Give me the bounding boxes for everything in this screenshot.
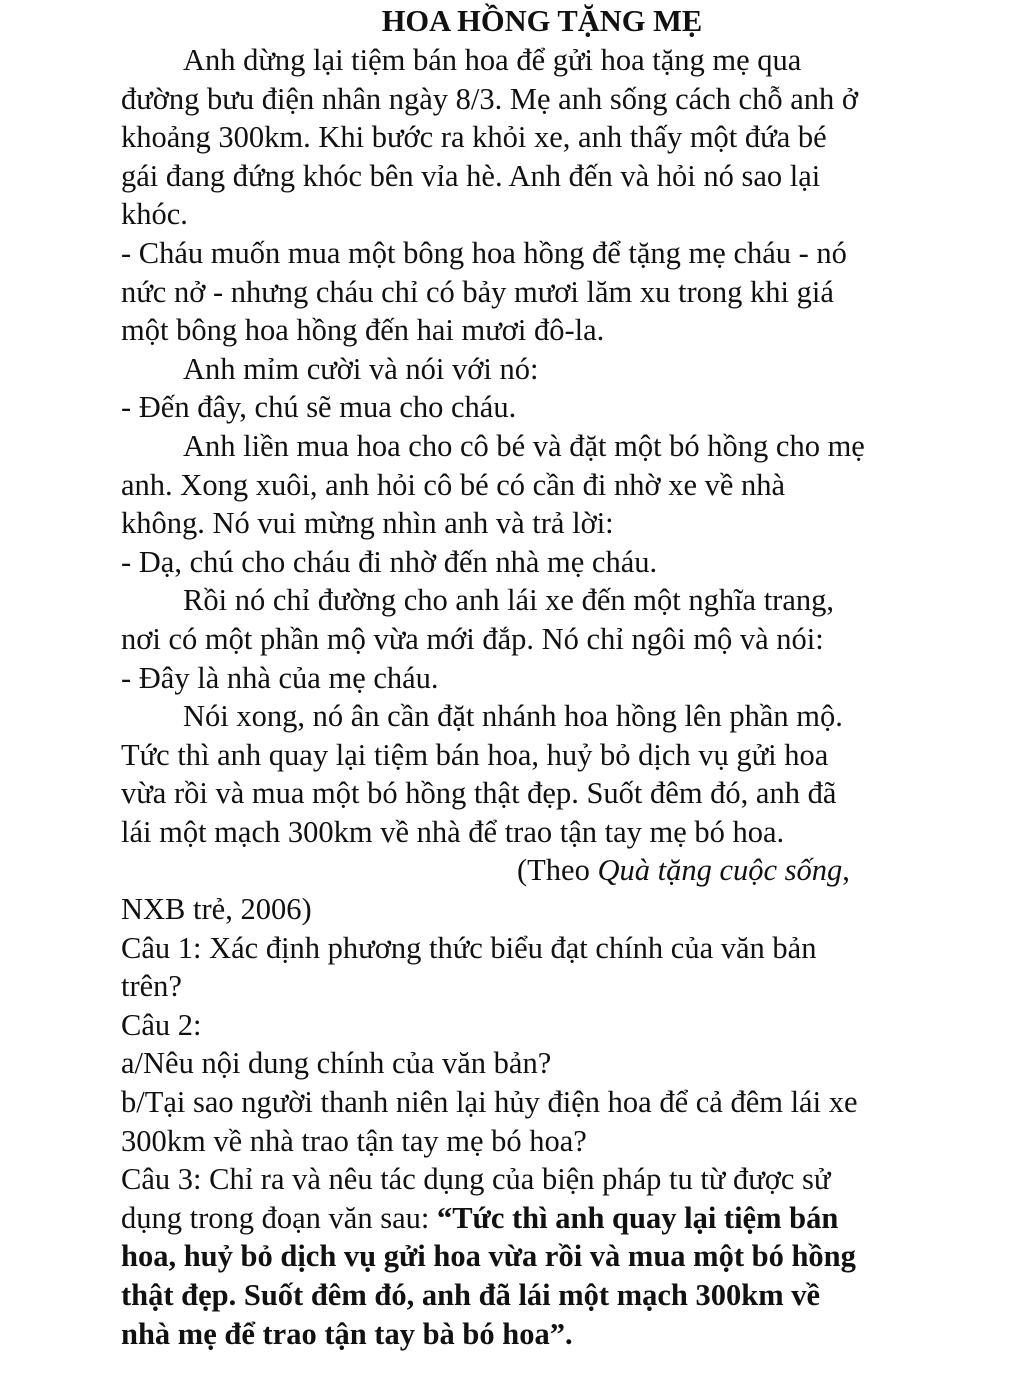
question-3-quote-line-3: thật đẹp. Suốt đêm đó, anh đã lái một mạch 300km về: [121, 1278, 821, 1312]
story-line: - Đến đây, chú sẽ mua cho cháu.: [121, 390, 517, 425]
story-line: Anh liền mua hoa cho cô bé và đặt một bó hồng cho mẹ: [183, 428, 865, 463]
story-line: lái một mạch 300km về nhà để trao tận tay mẹ bó hoa.: [121, 814, 785, 849]
question-3-line-1: Câu 3: Chỉ ra và nêu tác dụng của biện pháp tu từ được sử: [121, 1162, 831, 1197]
story-line: Nói xong, nó ân cần đặt nhánh hoa hồng lên phần mộ.: [183, 699, 843, 734]
story-line: Anh dừng lại tiệm bán hoa để gửi hoa tặng mẹ qua: [183, 43, 802, 77]
story-line: Rồi nó chỉ đường cho anh lái xe đến một nghĩa trang,: [183, 583, 834, 618]
question-3-quote-line-4: nhà mẹ để trao tận tay bà bó hoa”.: [121, 1316, 573, 1351]
question-2-label: Câu 2:: [121, 1007, 202, 1042]
question-3-prompt: dụng trong đoạn văn sau:: [121, 1200, 437, 1235]
question-3-quote-start: “Tức thì anh quay lại tiệm bán: [436, 1200, 839, 1235]
story-line: vừa rồi và mua một bó hồng thật đẹp. Suốt đêm đó, anh đã: [121, 776, 837, 811]
question-2b-line-2: 300km về nhà trao tận tay mẹ bó hoa?: [121, 1123, 587, 1158]
story-text: [121, 41, 961, 851]
story-line: gái đang đứng khóc bên vỉa hè. Anh đến và hỏi nó sao lại: [121, 158, 821, 193]
story-line: một bông hoa hồng đến hai mươi đô-la.: [121, 313, 605, 348]
story-line: nức nở - nhưng cháu chỉ có bảy mươi lăm xu trong khi giá: [121, 274, 834, 309]
story-line: - Dạ, chú cho cháu đi nhờ đến nhà mẹ cháu.: [121, 544, 658, 579]
question-2a: a/Nêu nội dung chính của văn bản?: [121, 1046, 552, 1081]
story-line: khoảng 300km. Khi bước ra khỏi xe, anh thấy một đứa bé: [121, 120, 827, 155]
source-book-title: Quà tặng cuộc sống: [597, 853, 843, 888]
story-line: Anh mỉm cười và nói với nó:: [183, 351, 539, 386]
document-title: HOA HỒNG TẶNG MẸ: [381, 4, 703, 38]
question-3-line-2: [121, 1199, 961, 1238]
source-suffix: ,: [842, 853, 850, 888]
source-citation: [121, 851, 961, 890]
story-line: nơi có một phần mộ vừa mới đắp. Nó chỉ ngôi mộ và nói:: [121, 621, 824, 656]
story-line: khóc.: [121, 197, 188, 232]
source-publisher: NXB trẻ, 2006): [121, 892, 312, 927]
document-body: [121, 41, 961, 1353]
question-2b-line-1: b/Tại sao người thanh niên lại hủy điện hoa để cả đêm lái xe: [121, 1085, 858, 1120]
story-line: Tức thì anh quay lại tiệm bán hoa, huỷ bỏ dịch vụ gửi hoa: [121, 737, 829, 772]
story-line: đường bưu điện nhân ngày 8/3. Mẹ anh sống cách chỗ anh ở: [121, 81, 859, 116]
question-1-line-2: trên?: [121, 969, 182, 1004]
story-line: - Đây là nhà của mẹ cháu.: [121, 660, 439, 695]
source-prefix: (Theo: [517, 853, 598, 888]
story-line: không. Nó vui mừng nhìn anh và trả lời:: [121, 506, 614, 541]
question-3-quote-line-2: hoa, huỷ bỏ dịch vụ gửi hoa vừa rồi và mua một bó hồng: [121, 1239, 856, 1274]
question-1-line-1: Câu 1: Xác định phương thức biểu đạt chính của văn bản: [121, 930, 817, 965]
story-line: anh. Xong xuôi, anh hỏi cô bé có cần đi nhờ xe về nhà: [121, 467, 786, 502]
story-line: - Cháu muốn mua một bông hoa hồng để tặng mẹ cháu - nó: [121, 235, 847, 270]
